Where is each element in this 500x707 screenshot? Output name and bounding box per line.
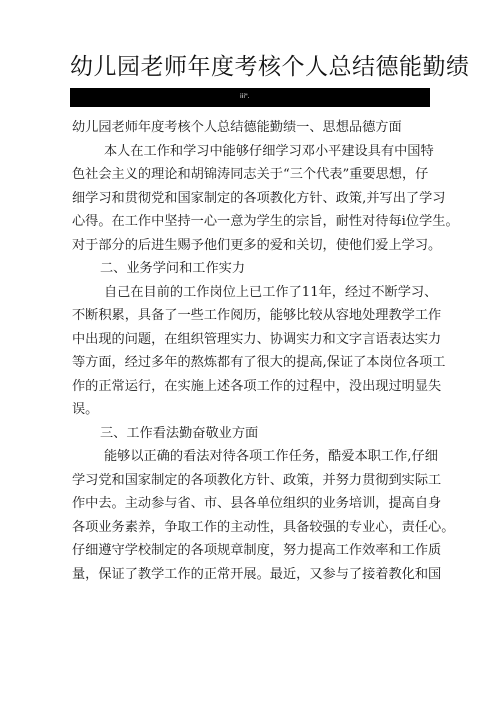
paragraph-line: 仔细遵守学校制定的各项规章制度，努力提高工作效率和工作质	[72, 543, 442, 558]
paragraph-line: 细学习和贯彻党和国家制定的各项教化方针、政策,并写出了学习	[72, 190, 446, 206]
redaction-bar	[70, 88, 430, 107]
section-heading: 二、业务学问和工作实力	[100, 261, 246, 276]
section-heading: 三、工作看法勤奋敬业方面	[100, 425, 259, 441]
paragraph-line: 自己在目前的工作岗位上已工作了11年，经过不断学习、	[104, 284, 438, 300]
subtitle-line: 幼儿园老师年度考核个人总结德能勤绩一、思想品德方面	[72, 120, 402, 135]
paragraph-line: 误。	[72, 402, 99, 417]
paragraph-line: 能够以正确的看法对待各项工作任务，酷爱本职工作,仔细	[104, 449, 438, 464]
bar-text: iii".	[240, 93, 250, 100]
paragraph-line: 本人在工作和学习中能够仔细学习邓小平建设具有中国特	[104, 143, 434, 159]
paragraph-line: 各项业务素养，争取工作的主动性，具备较强的专业心，责任心。	[72, 519, 455, 535]
paragraph-line: 心得。在工作中坚持一心一意为学生的宗旨，耐性对待每i位学生。	[72, 214, 459, 229]
paragraph-line: 中出现的问题，在组织管理实力、协调实力和文字言语表达实力	[72, 331, 442, 347]
paragraph-line: 对于部分的后进生赐予他们更多的爱和关切，使他们爱上学习。	[72, 237, 442, 253]
paragraph-line: 学习党和国家制定的各项教化方针、政策，并努力贯彻到实际工	[72, 472, 442, 488]
paragraph-line: 不断积累，具备了一些工作阅历，能够比较从容地处理教学工作	[72, 308, 442, 323]
paragraph-line: 作中去。主动参与省、市、县各单位组织的业务培训，提高自身	[72, 496, 442, 511]
paragraph-line: 量，保证了教学工作的正常开展。最近，又参与了接着教化和国	[72, 566, 442, 582]
document-title: 幼儿园老师年度考核个人总结德能勤绩	[70, 54, 470, 80]
document-body	[72, 116, 459, 586]
paragraph-line: 色社会主义的理论和胡锦涛同志关于“三个代表”重要思想，仔	[72, 167, 429, 182]
paragraph-line: 等方面，经过多年的熬炼都有了很大的提高,保证了本岗位各项工	[72, 355, 446, 370]
paragraph-line: 作的正常运行，在实施上述各项工作的过程中，没出现过明显失	[72, 378, 442, 394]
